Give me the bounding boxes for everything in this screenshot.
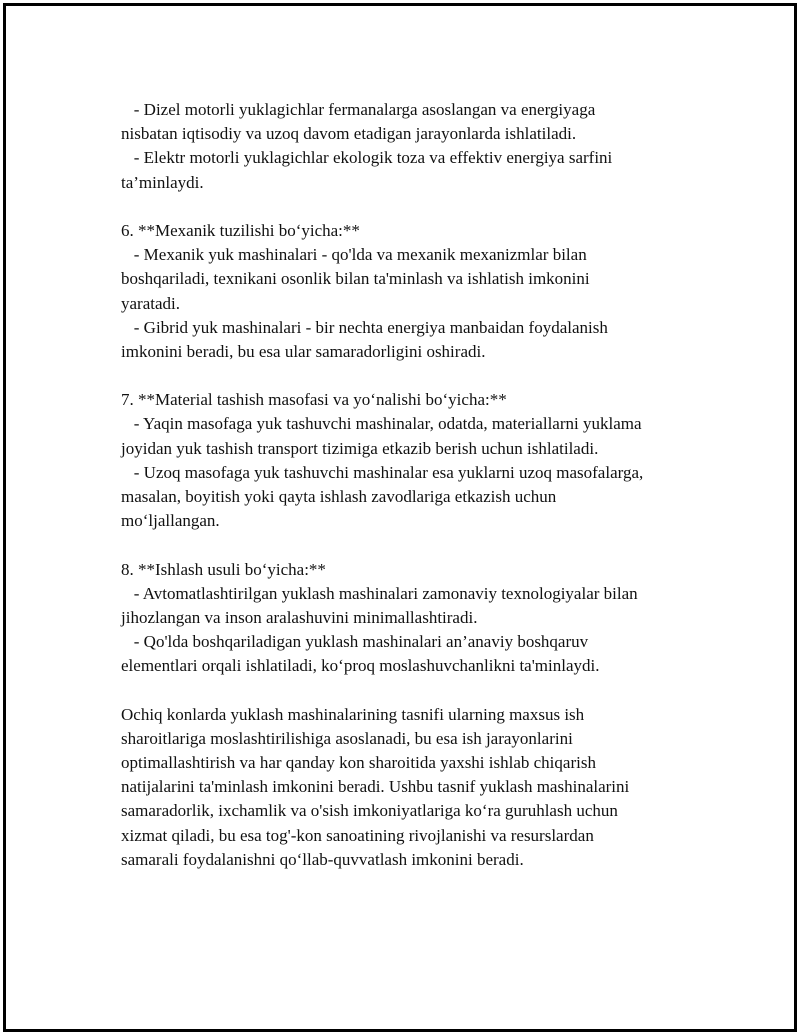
text-line: optimallashtirish va har qanday kon sharoitida yaxshi ishlab chiqarish [121,753,596,773]
text-line: xizmat qiladi, bu esa tog'-kon sanoatining rivojlanishi va resurslardan [121,825,594,845]
text-line: - Uzoq masofaga yuk tashuvchi mashinalar esa yuklarni uzoq masofalarga, [121,462,644,482]
text-line: - Qo'lda boshqariladigan yuklash mashinalari an’anaviy boshqaruv [121,632,589,652]
section-heading: 8. **Ishlash usuli bo‘yicha:** [121,559,326,579]
text-line: - Mexanik yuk mashinalari - qo'lda va mexanik mexanizmlar bilan [121,245,587,265]
text-line: - Gibrid yuk mashinalari - bir nechta energiya manbaidan foydalanish [121,317,608,337]
section-heading: 6. **Mexanik tuzilishi bo‘yicha:** [121,220,360,240]
text-line: - Dizel motorli yuklagichlar fermanalarga asoslangan va energiyaga [121,100,596,119]
document-page [3,3,797,1032]
text-line: - Avtomatlashtirilgan yuklash mashinalari zamonaviy texnologiyalar bilan [121,583,638,603]
text-line: nisbatan iqtisodiy va uzoq davom etadigan jarayonlarda ishlatiladi. [121,124,577,144]
text-line: - Yaqin masofaga yuk tashuvchi mashinalar, odatda, materiallarni yuklama [121,414,642,434]
text-line: samarali foydalanishni qo‘llab-quvvatlash imkonini beradi. [121,849,524,869]
blank-line [121,533,701,557]
text-line: joyidan yuk tashish transport tizimiga etkazib berish uchun ishlatiladi. [121,438,599,458]
text-line: samaradorlik, ixchamlik va o'sish imkoniyatlariga ko‘ra guruhlash uchun [121,801,618,821]
text-line: imkonini beradi, bu esa ular samaradorligini oshiradi. [121,341,486,361]
text-line: elementlari orqali ishlatiladi, ko‘proq moslashuvchanlikni ta'minlaydi. [121,656,600,676]
text-line: natijalarini ta'minlash imkonini beradi. Ushbu tasnif yuklash mashinalarini [121,777,630,797]
text-line: jihozlangan va inson aralashuvini minimallashtiradi. [121,607,478,627]
blank-line [121,679,701,703]
text-line: sharoitlariga moslashtirilishiga asoslanadi, bu esa ish jarayonlarini [121,728,573,748]
text-line: yaratadi. [121,293,180,313]
text-line: ta’minlaydi. [121,172,204,192]
text-line: mo‘ljallangan. [121,511,220,531]
text-line: Ochiq konlarda yuklash mashinalarining tasnifi ularning maxsus ish [121,704,585,724]
blank-line [121,364,701,388]
text-line: masalan, boyitish yoki qayta ishlash zavodlariga etkazish uchun [121,487,557,506]
text-line: - Elektr motorli yuklagichlar ekologik toza va effektiv energiya sarfini [121,148,613,168]
blank-line [121,195,701,219]
text-line: boshqariladi, texnikani osonlik bilan ta'minlash va ishlatish imkonini [121,269,590,289]
section-heading: 7. **Material tashish masofasi va yo‘nalishi bo‘yicha:** [121,390,507,410]
document-body [121,98,701,872]
